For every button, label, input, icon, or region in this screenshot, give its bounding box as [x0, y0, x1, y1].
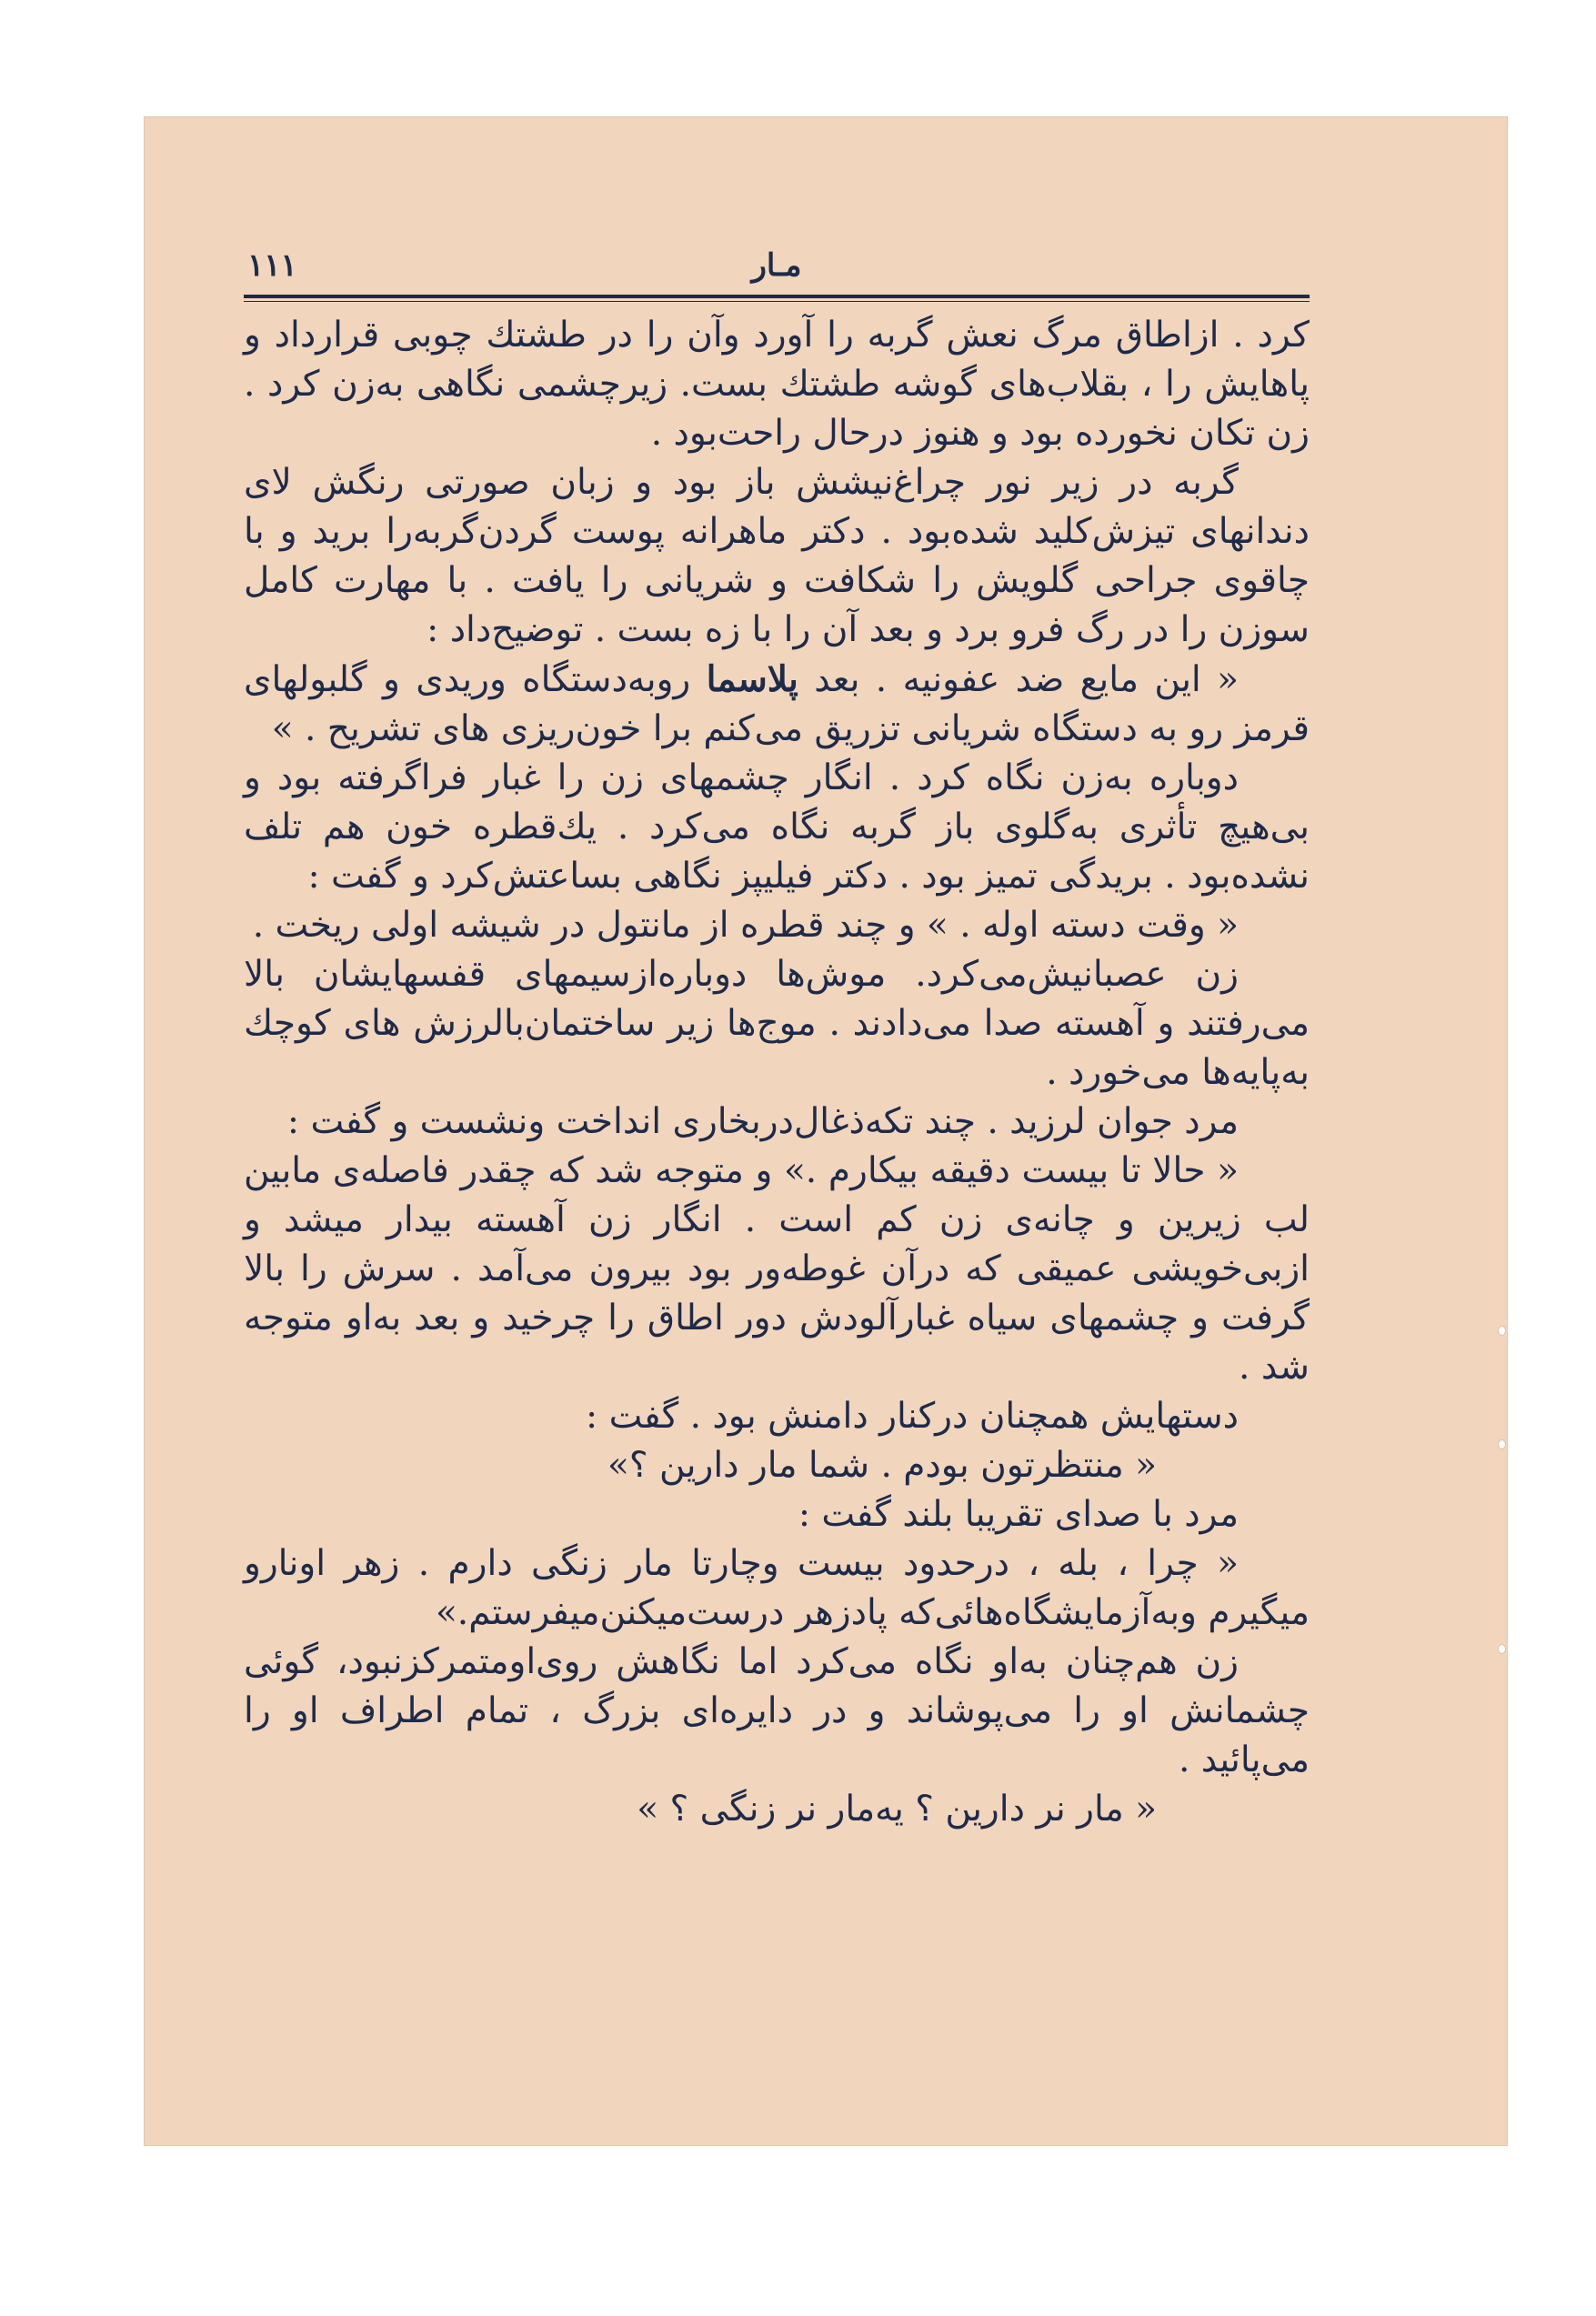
quote-paragraph: « حالا تا بیست دقیقه بیکارم .» و متوجه شد که چقدر فاصله‌ی مابین لب زیرین و چانه‌ی زن کم است . انگار زن آهسته بیدار میشد و ازبی‌خویشی عمیقی که درآن غوطه‌ور بود بیرون می‌آمد . سرش را بالا گرفت و چشمهای سیاه غبارآلودش دور اطاق را چرخید و بعد به‌او متوجه شد . [244, 1150, 1310, 1388]
page-number: ۱۱۱ [247, 247, 297, 284]
quote-paragraph: « وقت دسته اوله . » و چند قطره از مانتول در شیشه اولی ریخت . [252, 905, 1239, 946]
paragraph: گربه در زیر نور چراغ‌نیشش باز بود و زبان صورتی رنگش لای دندانهای تیزش‌کلید شده‌بود . دکتر ماهرانه پوست گردن‌گربه‌را برید و با چاقوی جراحی گلویش را شکافت و شریانی را یافت . با مهارت کامل سوزن را در رگ فرو برد و بعد آن را با زه بست . توضیح‌داد : [244, 462, 1310, 650]
quote-paragraph: « منتظرتون بودم . شما مار دارین ؟» [607, 1445, 1157, 1486]
quote-text: روبه‌دستگاه وریدی و گلبولهای قرمز رو به دستگاه شریانی تزریق می‌کنم برا خون‌ریزی های تشریح . » [244, 659, 1310, 749]
book-page [244, 244, 1310, 1834]
punch-hole [1498, 1439, 1506, 1449]
running-title: مـار [751, 247, 802, 284]
paragraph: زن عصبانیش‌می‌کرد. موش‌ها دوباره‌ازسیمهای قفسهایشان بالا می‌رفتند و آهسته صدا می‌دادند . موج‌ها زیر ساختمان‌بالرزش های کوچك به‌پایه‌ها می‌خورد . [244, 954, 1310, 1093]
page-body [244, 311, 1310, 1834]
paragraph: زن هم‌چنان به‌او نگاه می‌کرد اما نگاهش روی‌اومتمرکزنبود، گوئی چشمانش او را می‌پوشاند و در دایره‌ای بزرگ ، تمام اطراف او را می‌پائید . [244, 1641, 1310, 1780]
quote-paragraph: « مار نر دارین ؟ یه‌مار نر زنگی ؟ » [637, 1789, 1157, 1830]
paragraph: مرد جوان لرزید . چند تکه‌ذغال‌دربخاری انداخت ونشست و گفت : [286, 1101, 1239, 1142]
quote-text: « این مایع ضد عفونیه . بعد [814, 659, 1239, 700]
paragraph: دوباره به‌زن نگاه کرد . انگار چشمهای زن را غبار فراگرفته بود و بی‌هیچ تأثری به‌گلوی باز گربه نگاه می‌کرد . يك‌قطره خون هم تلف نشده‌بود . بریدگی تمیز بود . دکتر فیلیپز نگاهی بساعتش‌کرد و گفت : [244, 757, 1310, 897]
quote-paragraph: « چرا ، بله ، درحدود بیست وچارتا مار زنگی دارم . زهر اونارو میگیرم وبه‌آزمایشگاه‌هائی‌که پادزهر درست‌میکنن‌میفرستم.» [244, 1543, 1310, 1633]
punch-hole [1498, 1326, 1506, 1336]
emphasized-word: پلاسما [706, 658, 798, 700]
paragraph: دستهایش همچنان درکنار دامنش بود . گفت : [586, 1396, 1239, 1437]
paragraph: کرد . ازاطاق مرگ نعش گربه را آورد وآن را در طشتك چوبی قرارداد و پاهایش را ، بقلاب‌های گوشه طشتك بست. زیرچشمی نگاهی به‌زن کرد . زن تکان نخورده بود و هنوز درحال راحت‌بود . [244, 315, 1310, 454]
punch-hole [1498, 1644, 1506, 1654]
header-rule [244, 295, 1310, 302]
quote-paragraph [244, 655, 1310, 754]
paragraph: مرد با صدای تقریبا بلند گفت : [798, 1494, 1239, 1535]
running-header [244, 244, 1310, 295]
